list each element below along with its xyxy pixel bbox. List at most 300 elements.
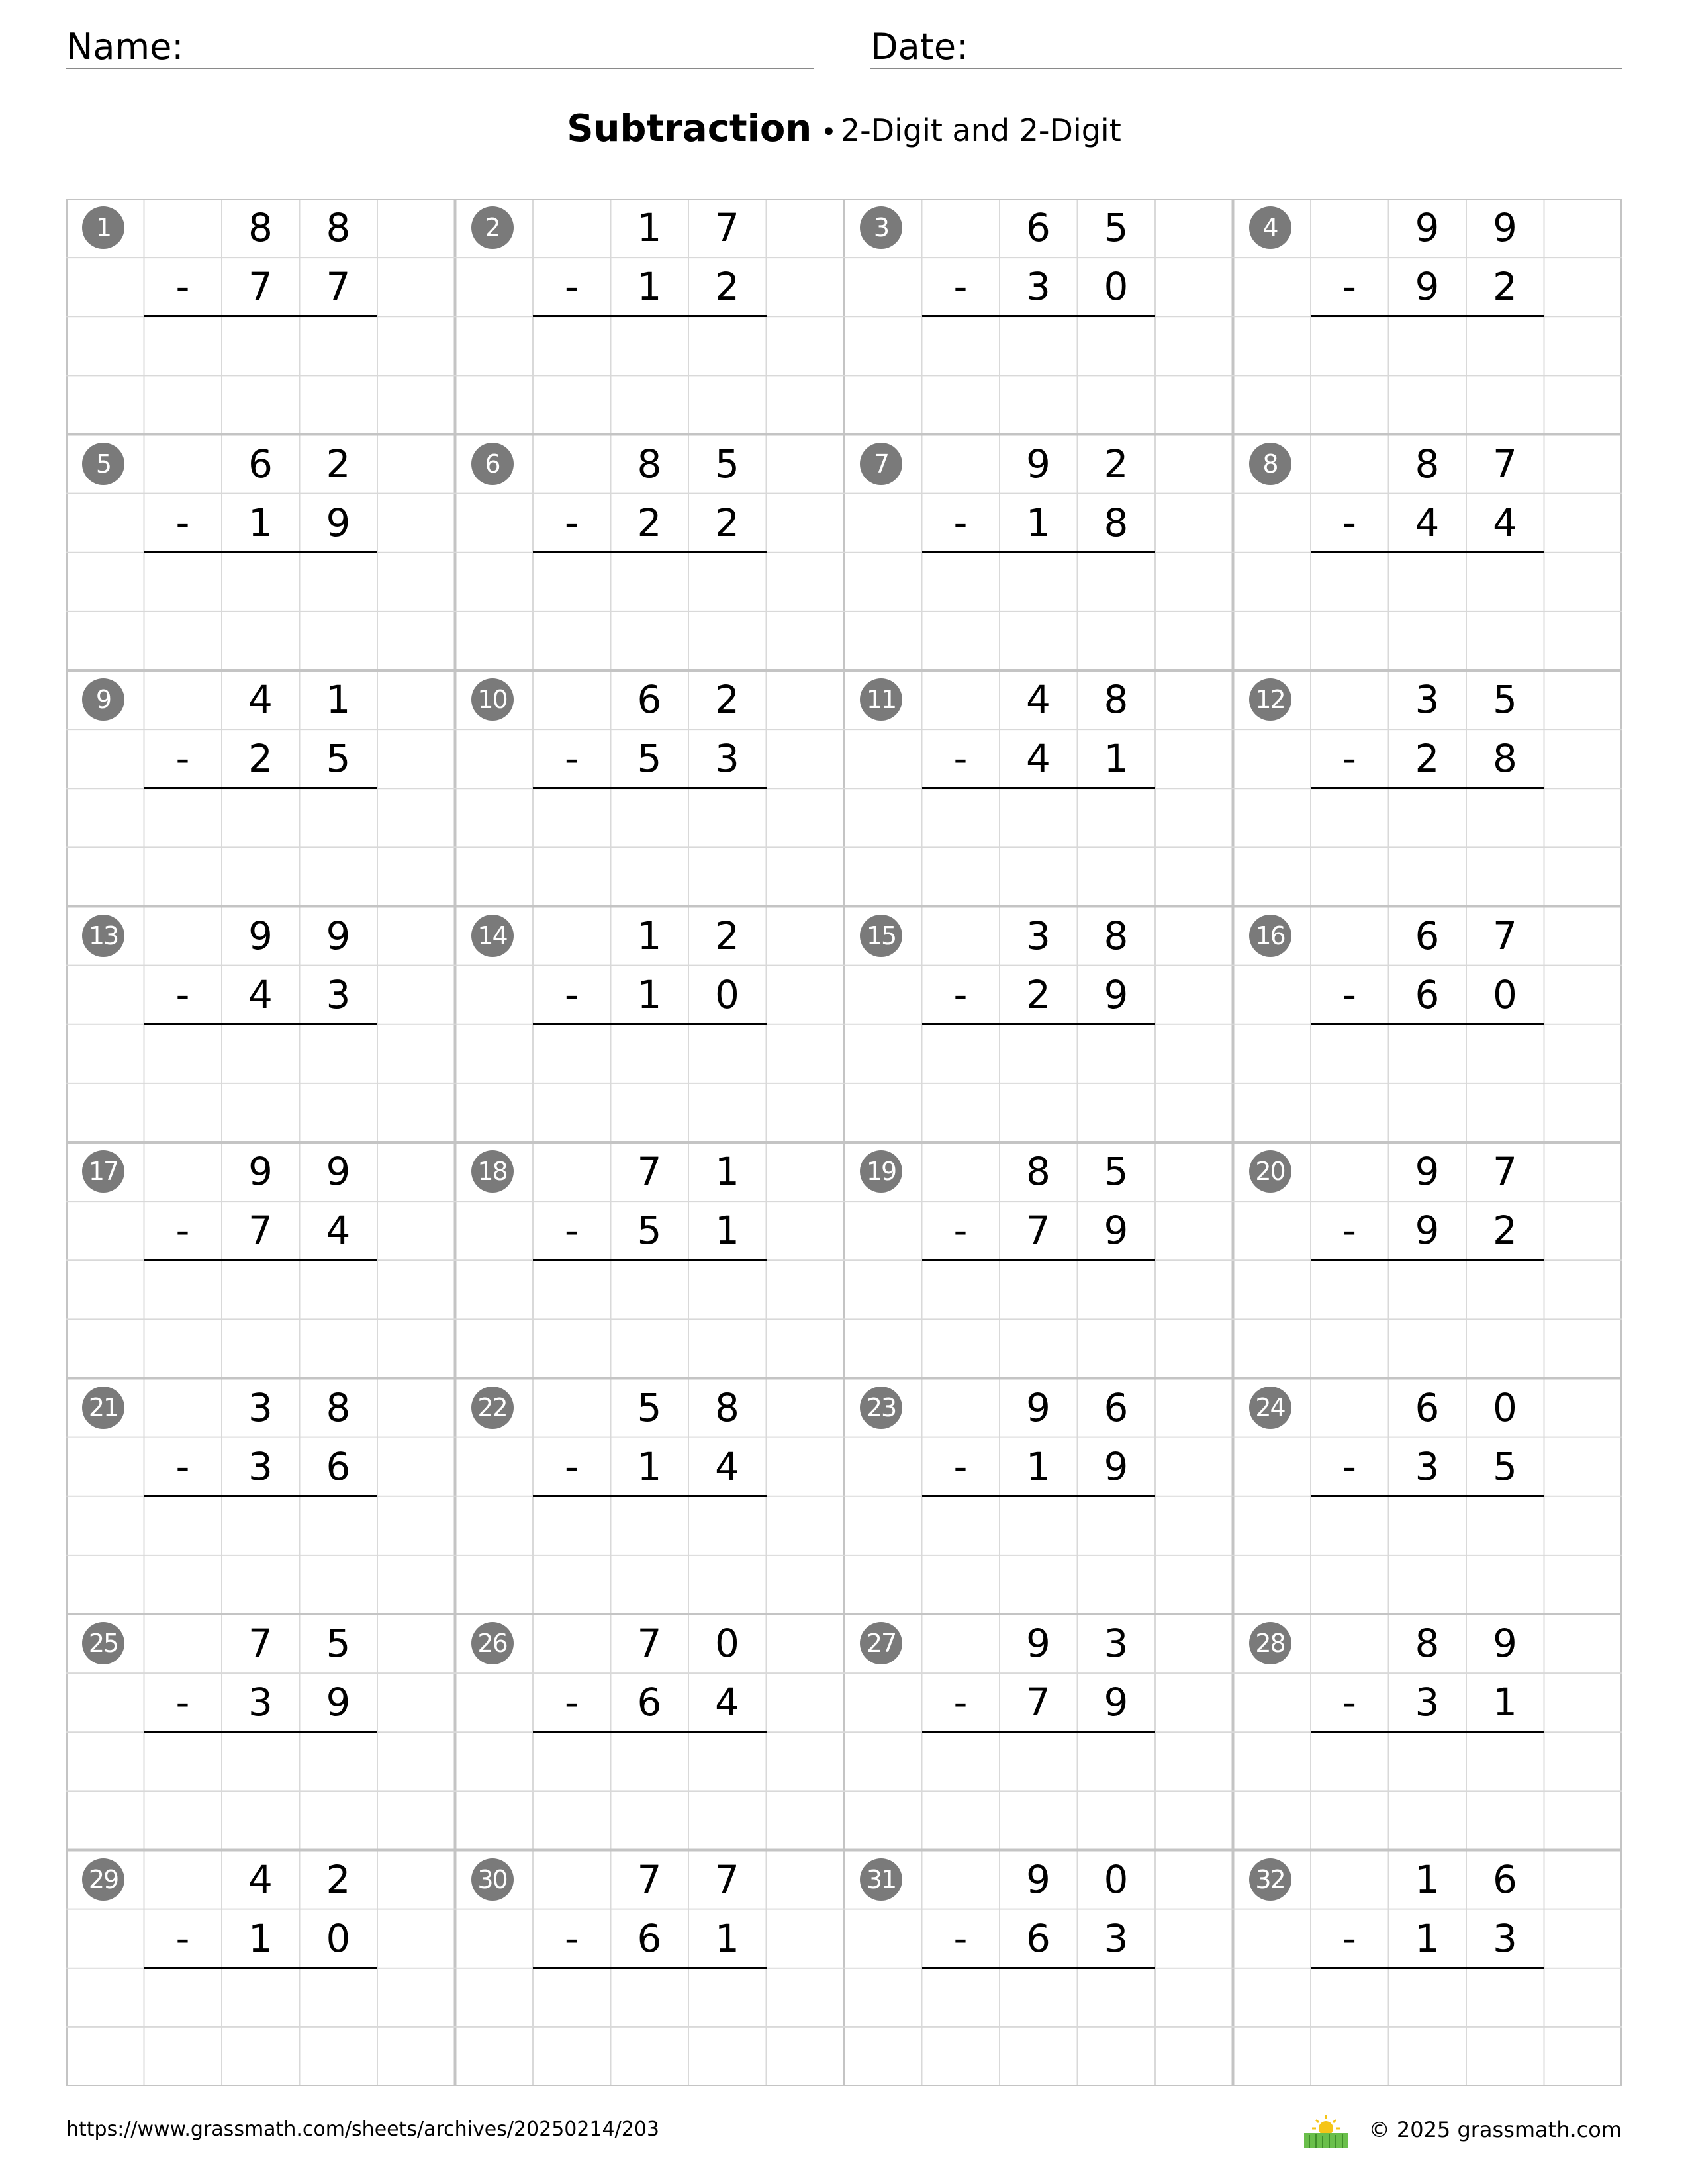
problem-23 bbox=[844, 1379, 1233, 1614]
top-tens-digit: 6 bbox=[1415, 1385, 1440, 1430]
answer-cell[interactable] bbox=[222, 1024, 300, 1083]
answer-cell[interactable] bbox=[688, 1732, 767, 1791]
answer-cell[interactable] bbox=[1311, 1024, 1389, 1083]
problem-12 bbox=[1233, 670, 1622, 906]
top-ones-digit: 5 bbox=[715, 441, 739, 486]
top-tens-digit: 8 bbox=[1415, 441, 1440, 486]
minus-sign: - bbox=[175, 264, 190, 310]
problem-number-badge: 16 bbox=[1249, 915, 1291, 957]
top-tens-digit: 6 bbox=[1415, 913, 1440, 958]
answer-cell[interactable] bbox=[533, 316, 611, 375]
top-ones-digit: 1 bbox=[326, 677, 351, 722]
minus-sign: - bbox=[175, 1680, 190, 1725]
bottom-ones-digit: 8 bbox=[1493, 736, 1517, 782]
worksheet-title bbox=[0, 107, 1688, 159]
minus-sign: - bbox=[1342, 1443, 1356, 1489]
answer-cell[interactable] bbox=[611, 1496, 689, 1555]
top-tens-digit: 3 bbox=[1026, 913, 1051, 958]
bottom-ones-digit: 9 bbox=[326, 500, 351, 545]
answer-cell[interactable] bbox=[1078, 1732, 1156, 1791]
bottom-ones-digit: 2 bbox=[1493, 1208, 1517, 1253]
answer-cell[interactable] bbox=[144, 1260, 222, 1319]
answer-cell[interactable] bbox=[611, 1024, 689, 1083]
top-tens-digit: 3 bbox=[1415, 677, 1440, 722]
minus-sign: - bbox=[565, 500, 579, 545]
problem-26 bbox=[455, 1614, 845, 1850]
top-tens-digit: 8 bbox=[1415, 1621, 1440, 1666]
top-tens-digit: 5 bbox=[637, 1385, 662, 1430]
answer-cell[interactable] bbox=[922, 788, 1000, 847]
answer-cell[interactable] bbox=[611, 1732, 689, 1791]
problem-14 bbox=[455, 907, 845, 1142]
bottom-ones-digit: 7 bbox=[326, 264, 351, 310]
minus-sign: - bbox=[1342, 1680, 1356, 1725]
minus-sign: - bbox=[565, 264, 579, 310]
problem-number-badge: 24 bbox=[1249, 1387, 1291, 1429]
answer-cell[interactable] bbox=[144, 1496, 222, 1555]
bottom-ones-digit: 9 bbox=[1103, 972, 1129, 1017]
minus-sign: - bbox=[1342, 1915, 1356, 1961]
answer-cell[interactable] bbox=[300, 553, 378, 612]
top-tens-digit: 9 bbox=[248, 913, 273, 958]
answer-cell[interactable] bbox=[922, 553, 1000, 612]
answer-cell[interactable] bbox=[300, 1496, 378, 1555]
top-ones-digit: 5 bbox=[1493, 677, 1517, 722]
answer-cell[interactable] bbox=[222, 788, 300, 847]
answer-cell[interactable] bbox=[1078, 1024, 1156, 1083]
answer-cell[interactable] bbox=[1000, 1732, 1078, 1791]
minus-sign: - bbox=[175, 1915, 190, 1961]
minus-sign: - bbox=[565, 1208, 579, 1253]
answer-cell[interactable] bbox=[144, 316, 222, 375]
answer-cell[interactable] bbox=[611, 788, 689, 847]
top-ones-digit: 7 bbox=[1493, 1149, 1517, 1194]
problem-number-badge: 29 bbox=[82, 1858, 124, 1901]
top-ones-digit: 5 bbox=[1103, 1149, 1129, 1194]
bottom-ones-digit: 3 bbox=[326, 972, 351, 1017]
answer-cell[interactable] bbox=[1466, 1968, 1544, 2027]
answer-cell[interactable] bbox=[1000, 788, 1078, 847]
problem-31 bbox=[844, 1850, 1233, 2086]
problem-number-badge: 14 bbox=[471, 915, 514, 957]
problem-number-badge: 9 bbox=[82, 678, 124, 721]
bottom-ones-digit: 4 bbox=[1493, 500, 1517, 545]
answer-cell[interactable] bbox=[688, 1260, 767, 1319]
answer-cell[interactable] bbox=[1311, 316, 1389, 375]
problem-number-badge: 13 bbox=[82, 915, 124, 957]
top-ones-digit: 7 bbox=[715, 1856, 739, 1902]
answer-cell[interactable] bbox=[1311, 1496, 1389, 1555]
minus-sign: - bbox=[175, 500, 190, 545]
answer-cell[interactable] bbox=[1000, 553, 1078, 612]
problem-grid bbox=[66, 199, 1622, 2086]
answer-cell[interactable] bbox=[533, 1496, 611, 1555]
bottom-tens-digit: 9 bbox=[1415, 264, 1440, 310]
answer-cell[interactable] bbox=[1078, 553, 1156, 612]
problem-29 bbox=[66, 1850, 455, 2086]
answer-cell[interactable] bbox=[1466, 788, 1544, 847]
answer-cell[interactable] bbox=[688, 316, 767, 375]
minus-sign: - bbox=[953, 1443, 968, 1489]
minus-sign: - bbox=[953, 1915, 968, 1961]
top-tens-digit: 9 bbox=[1026, 1621, 1051, 1666]
answer-cell[interactable] bbox=[144, 1024, 222, 1083]
answer-cell[interactable] bbox=[1000, 316, 1078, 375]
answer-cell[interactable] bbox=[300, 788, 378, 847]
minus-sign: - bbox=[565, 736, 579, 782]
copyright: © 2025 grassmath.com bbox=[1368, 2117, 1622, 2142]
bottom-tens-digit: 3 bbox=[248, 1680, 273, 1725]
problem-number-badge: 11 bbox=[860, 678, 902, 721]
answer-cell[interactable] bbox=[144, 788, 222, 847]
bottom-ones-digit: 0 bbox=[1493, 972, 1517, 1017]
problem-number-badge: 32 bbox=[1249, 1858, 1291, 1901]
problem-number-badge: 25 bbox=[82, 1622, 124, 1664]
top-tens-digit: 7 bbox=[637, 1621, 662, 1666]
top-ones-digit: 2 bbox=[326, 1856, 351, 1902]
answer-cell[interactable] bbox=[922, 1024, 1000, 1083]
problem-6 bbox=[455, 435, 845, 670]
problem-number-badge: 21 bbox=[82, 1387, 124, 1429]
top-tens-digit: 9 bbox=[1026, 1856, 1051, 1902]
answer-cell[interactable] bbox=[1466, 1496, 1544, 1555]
answer-cell[interactable] bbox=[222, 316, 300, 375]
bottom-tens-digit: 3 bbox=[1415, 1680, 1440, 1725]
bottom-tens-digit: 5 bbox=[637, 736, 662, 782]
answer-cell[interactable] bbox=[533, 553, 611, 612]
top-tens-digit: 1 bbox=[637, 205, 662, 250]
answer-cell[interactable] bbox=[300, 1024, 378, 1083]
answer-cell[interactable] bbox=[1078, 1496, 1156, 1555]
date-field[interactable] bbox=[870, 25, 1622, 69]
answer-cell[interactable] bbox=[611, 1968, 689, 2027]
bottom-tens-digit: 1 bbox=[637, 264, 662, 310]
answer-cell[interactable] bbox=[1389, 788, 1467, 847]
title-main: Subtraction bbox=[567, 107, 812, 150]
problem-24 bbox=[1233, 1379, 1622, 1614]
problem-2 bbox=[455, 199, 845, 434]
problem-30 bbox=[455, 1850, 845, 2086]
answer-cell[interactable] bbox=[1000, 1024, 1078, 1083]
bottom-tens-digit: 7 bbox=[1026, 1208, 1051, 1253]
minus-sign: - bbox=[565, 1443, 579, 1489]
minus-sign: - bbox=[565, 1915, 579, 1961]
minus-sign: - bbox=[1342, 736, 1356, 782]
bottom-tens-digit: 6 bbox=[1026, 1915, 1051, 1961]
bottom-tens-digit: 1 bbox=[637, 1443, 662, 1489]
bottom-tens-digit: 3 bbox=[1026, 264, 1051, 310]
problem-25 bbox=[66, 1614, 455, 1850]
problem-number-badge: 15 bbox=[860, 915, 902, 957]
bottom-tens-digit: 1 bbox=[1026, 500, 1051, 545]
minus-sign: - bbox=[953, 736, 968, 782]
problem-10 bbox=[455, 670, 845, 906]
problem-number-badge: 30 bbox=[471, 1858, 514, 1901]
answer-cell[interactable] bbox=[1311, 1732, 1389, 1791]
problem-3 bbox=[844, 199, 1233, 434]
top-ones-digit: 3 bbox=[1103, 1621, 1129, 1666]
answer-cell[interactable] bbox=[533, 1024, 611, 1083]
bottom-ones-digit: 4 bbox=[715, 1680, 739, 1725]
problem-number-badge: 3 bbox=[860, 206, 902, 249]
problem-1 bbox=[66, 199, 455, 434]
top-ones-digit: 2 bbox=[326, 441, 351, 486]
answer-cell[interactable] bbox=[300, 1260, 378, 1319]
problem-number-badge: 19 bbox=[860, 1150, 902, 1193]
top-ones-digit: 5 bbox=[1103, 205, 1129, 250]
bottom-tens-digit: 2 bbox=[637, 500, 662, 545]
bottom-ones-digit: 0 bbox=[326, 1915, 351, 1961]
name-underline bbox=[66, 68, 814, 69]
answer-cell[interactable] bbox=[1466, 1732, 1544, 1791]
bottom-ones-digit: 3 bbox=[1493, 1915, 1517, 1961]
bottom-ones-digit: 4 bbox=[715, 1443, 739, 1489]
problem-20 bbox=[1233, 1142, 1622, 1378]
bottom-ones-digit: 9 bbox=[1103, 1680, 1129, 1725]
answer-cell[interactable] bbox=[1466, 553, 1544, 612]
answer-cell[interactable] bbox=[300, 316, 378, 375]
answer-cell[interactable] bbox=[144, 1968, 222, 2027]
problem-17 bbox=[66, 1142, 455, 1378]
bottom-ones-digit: 2 bbox=[715, 500, 739, 545]
answer-cell[interactable] bbox=[922, 1732, 1000, 1791]
answer-cell[interactable] bbox=[1078, 1968, 1156, 2027]
bottom-tens-digit: 1 bbox=[1415, 1915, 1440, 1961]
top-tens-digit: 3 bbox=[248, 1385, 273, 1430]
bottom-ones-digit: 6 bbox=[326, 1443, 351, 1489]
bottom-tens-digit: 6 bbox=[637, 1915, 662, 1961]
top-ones-digit: 6 bbox=[1493, 1856, 1517, 1902]
top-tens-digit: 4 bbox=[248, 677, 273, 722]
top-ones-digit: 8 bbox=[326, 205, 351, 250]
answer-cell[interactable] bbox=[1389, 553, 1467, 612]
title-subtitle: 2-Digit and 2-Digit bbox=[840, 113, 1121, 148]
problem-5 bbox=[66, 435, 455, 670]
top-tens-digit: 6 bbox=[637, 677, 662, 722]
problem-number-badge: 4 bbox=[1249, 206, 1291, 249]
top-tens-digit: 8 bbox=[248, 205, 273, 250]
answer-cell[interactable] bbox=[1389, 316, 1467, 375]
bottom-ones-digit: 1 bbox=[715, 1208, 739, 1253]
answer-cell[interactable] bbox=[1078, 316, 1156, 375]
bottom-tens-digit: 6 bbox=[1415, 972, 1440, 1017]
minus-sign: - bbox=[1342, 264, 1356, 310]
minus-sign: - bbox=[953, 500, 968, 545]
problem-27 bbox=[844, 1614, 1233, 1850]
top-ones-digit: 8 bbox=[326, 1385, 351, 1430]
bottom-tens-digit: 2 bbox=[248, 736, 273, 782]
minus-sign: - bbox=[1342, 500, 1356, 545]
top-ones-digit: 9 bbox=[326, 1149, 351, 1194]
problem-number-badge: 28 bbox=[1249, 1622, 1291, 1664]
answer-cell[interactable] bbox=[1078, 788, 1156, 847]
top-ones-digit: 7 bbox=[1493, 441, 1517, 486]
problem-number-badge: 23 bbox=[860, 1387, 902, 1429]
bottom-tens-digit: 7 bbox=[248, 1208, 273, 1253]
answer-cell[interactable] bbox=[688, 553, 767, 612]
bottom-tens-digit: 1 bbox=[637, 972, 662, 1017]
grass-sun-logo-icon bbox=[1301, 2111, 1350, 2148]
name-field[interactable] bbox=[66, 25, 814, 69]
top-ones-digit: 0 bbox=[715, 1621, 739, 1666]
problem-number-badge: 12 bbox=[1249, 678, 1291, 721]
problem-number-badge: 6 bbox=[471, 443, 514, 485]
date-label: Date: bbox=[870, 26, 968, 68]
bottom-tens-digit: 3 bbox=[248, 1443, 273, 1489]
top-tens-digit: 9 bbox=[1026, 1385, 1051, 1430]
top-tens-digit: 8 bbox=[637, 441, 662, 486]
top-tens-digit: 9 bbox=[1415, 1149, 1440, 1194]
problem-number-badge: 7 bbox=[860, 443, 902, 485]
bottom-ones-digit: 1 bbox=[715, 1915, 739, 1961]
problem-18 bbox=[455, 1142, 845, 1378]
bottom-ones-digit: 5 bbox=[1493, 1443, 1517, 1489]
answer-cell[interactable] bbox=[222, 1968, 300, 2027]
answer-cell[interactable] bbox=[300, 1732, 378, 1791]
answer-cell[interactable] bbox=[1000, 1968, 1078, 2027]
footer-url: https://www.grassmath.com/sheets/archives/20250214/203 bbox=[66, 2118, 660, 2141]
problem-number-badge: 17 bbox=[82, 1150, 124, 1193]
answer-cell[interactable] bbox=[222, 1732, 300, 1791]
problem-9 bbox=[66, 670, 455, 906]
answer-cell[interactable] bbox=[144, 553, 222, 612]
answer-cell[interactable] bbox=[922, 1496, 1000, 1555]
top-ones-digit: 0 bbox=[1103, 1856, 1129, 1902]
top-tens-digit: 9 bbox=[1026, 441, 1051, 486]
top-ones-digit: 7 bbox=[1493, 913, 1517, 958]
bottom-ones-digit: 0 bbox=[1103, 264, 1129, 310]
answer-cell[interactable] bbox=[300, 1968, 378, 2027]
problem-7 bbox=[844, 435, 1233, 670]
answer-cell[interactable] bbox=[533, 788, 611, 847]
bottom-ones-digit: 4 bbox=[326, 1208, 351, 1253]
minus-sign: - bbox=[175, 736, 190, 782]
bottom-ones-digit: 2 bbox=[715, 264, 739, 310]
minus-sign: - bbox=[175, 1208, 190, 1253]
top-ones-digit: 2 bbox=[715, 677, 739, 722]
top-tens-digit: 9 bbox=[248, 1149, 273, 1194]
bottom-tens-digit: 1 bbox=[248, 1915, 273, 1961]
answer-cell[interactable] bbox=[1000, 1260, 1078, 1319]
top-tens-digit: 6 bbox=[1026, 205, 1051, 250]
answer-cell[interactable] bbox=[922, 316, 1000, 375]
answer-cell[interactable] bbox=[533, 1732, 611, 1791]
top-ones-digit: 1 bbox=[715, 1149, 739, 1194]
bottom-tens-digit: 6 bbox=[637, 1680, 662, 1725]
answer-cell[interactable] bbox=[1389, 1024, 1467, 1083]
top-tens-digit: 7 bbox=[637, 1149, 662, 1194]
problem-16 bbox=[1233, 907, 1622, 1142]
answer-cell[interactable] bbox=[1078, 1260, 1156, 1319]
top-tens-digit: 6 bbox=[248, 441, 273, 486]
answer-cell[interactable] bbox=[222, 1496, 300, 1555]
problem-number-badge: 10 bbox=[471, 678, 514, 721]
bottom-ones-digit: 5 bbox=[326, 736, 351, 782]
answer-cell[interactable] bbox=[1466, 1024, 1544, 1083]
answer-cell[interactable] bbox=[922, 1260, 1000, 1319]
problem-8 bbox=[1233, 435, 1622, 670]
bottom-ones-digit: 2 bbox=[1493, 264, 1517, 310]
minus-sign: - bbox=[953, 1680, 968, 1725]
top-ones-digit: 9 bbox=[1493, 1621, 1517, 1666]
answer-cell[interactable] bbox=[688, 1968, 767, 2027]
top-tens-digit: 4 bbox=[1026, 677, 1051, 722]
bottom-tens-digit: 2 bbox=[1415, 736, 1440, 782]
top-tens-digit: 7 bbox=[637, 1856, 662, 1902]
bottom-ones-digit: 9 bbox=[1103, 1443, 1129, 1489]
answer-cell[interactable] bbox=[533, 1968, 611, 2027]
answer-cell[interactable] bbox=[688, 1496, 767, 1555]
problem-13 bbox=[66, 907, 455, 1142]
bottom-ones-digit: 9 bbox=[1103, 1208, 1129, 1253]
problem-4 bbox=[1233, 199, 1622, 434]
answer-cell[interactable] bbox=[222, 1260, 300, 1319]
minus-sign: - bbox=[175, 1443, 190, 1489]
answer-cell[interactable] bbox=[1389, 1260, 1467, 1319]
top-ones-digit: 5 bbox=[326, 1621, 351, 1666]
top-ones-digit: 7 bbox=[715, 205, 739, 250]
top-tens-digit: 8 bbox=[1026, 1149, 1051, 1194]
top-tens-digit: 4 bbox=[248, 1856, 273, 1902]
bottom-ones-digit: 1 bbox=[1103, 736, 1129, 782]
problem-number-badge: 2 bbox=[471, 206, 514, 249]
answer-cell[interactable] bbox=[1466, 1260, 1544, 1319]
minus-sign: - bbox=[175, 972, 190, 1017]
name-label: Name: bbox=[66, 26, 184, 68]
minus-sign: - bbox=[953, 1208, 968, 1253]
answer-cell[interactable] bbox=[1389, 1732, 1467, 1791]
top-ones-digit: 2 bbox=[715, 913, 739, 958]
bottom-tens-digit: 2 bbox=[1026, 972, 1051, 1017]
answer-cell[interactable] bbox=[1311, 788, 1389, 847]
top-ones-digit: 8 bbox=[1103, 677, 1129, 722]
problem-number-badge: 8 bbox=[1249, 443, 1291, 485]
answer-cell[interactable] bbox=[222, 553, 300, 612]
answer-cell[interactable] bbox=[1389, 1496, 1467, 1555]
bottom-tens-digit: 7 bbox=[1026, 1680, 1051, 1725]
minus-sign: - bbox=[953, 264, 968, 310]
date-underline bbox=[870, 68, 1622, 69]
bottom-tens-digit: 4 bbox=[1415, 500, 1440, 545]
answer-cell[interactable] bbox=[144, 1732, 222, 1791]
bottom-ones-digit: 9 bbox=[326, 1680, 351, 1725]
answer-cell[interactable] bbox=[1311, 553, 1389, 612]
answer-cell[interactable] bbox=[688, 788, 767, 847]
top-ones-digit: 9 bbox=[1493, 205, 1517, 250]
top-ones-digit: 6 bbox=[1103, 1385, 1129, 1430]
answer-cell[interactable] bbox=[611, 316, 689, 375]
minus-sign: - bbox=[565, 972, 579, 1017]
problem-11 bbox=[844, 670, 1233, 906]
problem-number-badge: 31 bbox=[860, 1858, 902, 1901]
top-ones-digit: 0 bbox=[1493, 1385, 1517, 1430]
answer-cell[interactable] bbox=[1311, 1260, 1389, 1319]
answer-cell[interactable] bbox=[1466, 316, 1544, 375]
answer-cell[interactable] bbox=[688, 1024, 767, 1083]
answer-cell[interactable] bbox=[611, 1260, 689, 1319]
answer-cell[interactable] bbox=[533, 1260, 611, 1319]
answer-cell[interactable] bbox=[922, 1968, 1000, 2027]
title-separator: • bbox=[821, 117, 837, 148]
answer-cell[interactable] bbox=[1311, 1968, 1389, 2027]
answer-cell[interactable] bbox=[611, 553, 689, 612]
answer-cell[interactable] bbox=[1389, 1968, 1467, 2027]
bottom-tens-digit: 3 bbox=[1415, 1443, 1440, 1489]
top-tens-digit: 7 bbox=[248, 1621, 273, 1666]
answer-cell[interactable] bbox=[1000, 1496, 1078, 1555]
minus-sign: - bbox=[953, 972, 968, 1017]
problem-22 bbox=[455, 1379, 845, 1614]
